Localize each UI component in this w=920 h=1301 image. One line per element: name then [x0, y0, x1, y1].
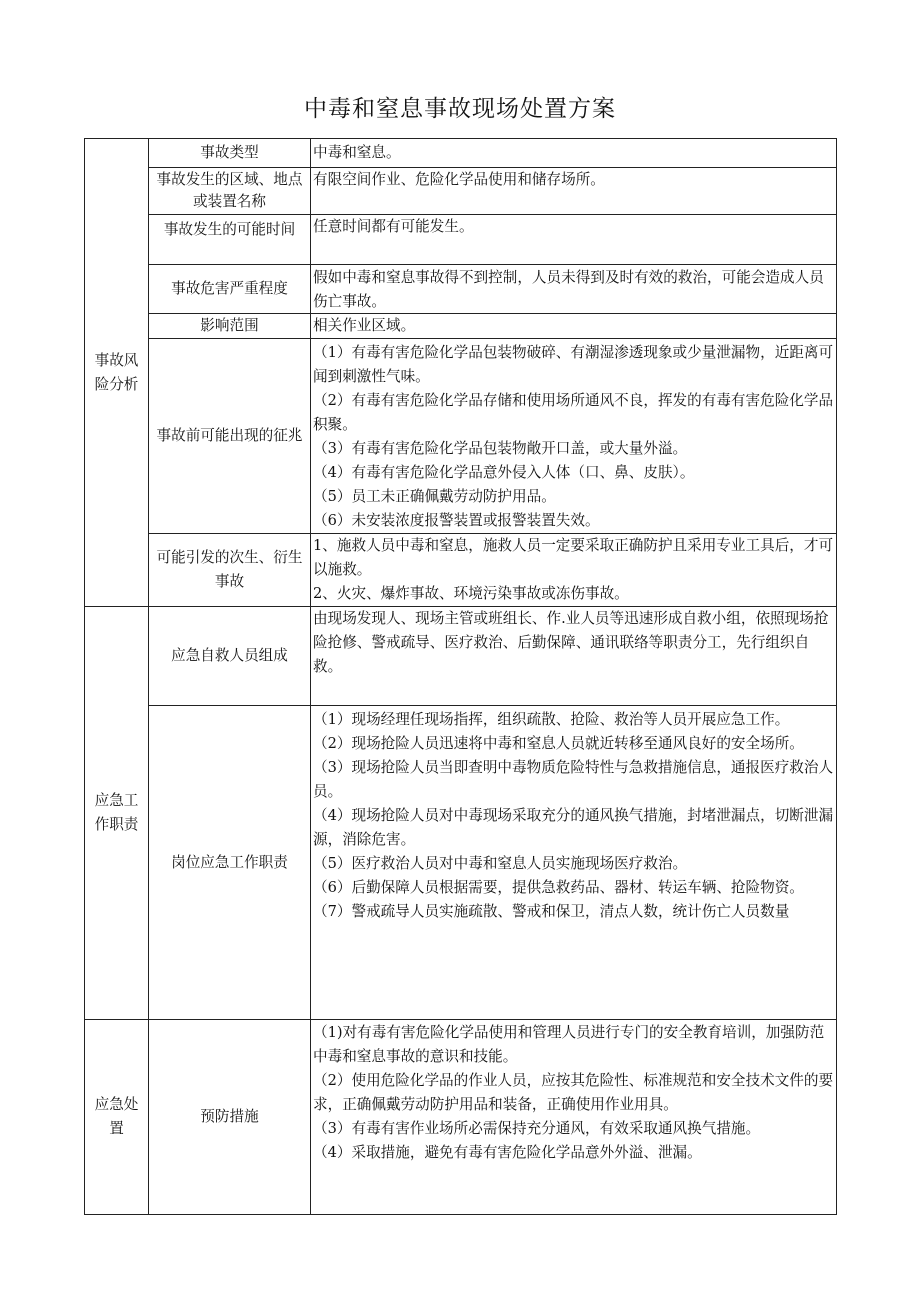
page-title: 中毒和窒息事故现场处置方案: [304, 96, 616, 122]
section-label-emergency-duty: 应急工作职责: [94, 792, 139, 833]
row-label-self-rescue-team: 应急自救人员组成: [171, 647, 288, 664]
list-item: （2）现场抢险人员迅速将中毒和窒息人员就近转移至通风良好的安全场所。: [313, 735, 804, 752]
row-label-accident-time: 事故发生的可能时间: [163, 221, 296, 238]
list-item: 1、施救人员中毒和窒息，施救人员一定要采取正确防护且采用专业工具后，才可以施救。: [313, 537, 834, 578]
list-item: （3）现场抢险人员当即查明中毒物质危险特性与急救措施信息，通报医疗救治人员。: [313, 759, 834, 800]
row-label-accident-location: 事故发生的区域、地点或装置名称: [156, 171, 303, 210]
row-label-warning-signs: 事故前可能出现的征兆: [156, 427, 303, 444]
list-item: （2）使用危险化学品的作业人员，应按其危险性、标准规范和安全技术文件的要求，正确佩戴劳动防护用品和装备，正确使用作业用具。: [313, 1072, 834, 1113]
row-content-impact-scope: 相关作业区域。: [313, 317, 416, 334]
row-content-prevention: [313, 1021, 837, 1214]
list-item: （4）现场抢险人员对中毒现场采取充分的通风换气措施，封堵泄漏点，切断泄漏源，消除危害。: [313, 807, 834, 848]
row-content-accident-time: 任意时间都有可能发生。: [313, 218, 474, 235]
section-label-risk-analysis: 事故风险分析: [94, 351, 139, 393]
list-item: 2、火灾、爆炸事故、环境污染事故或冻伤事故。: [313, 585, 629, 602]
list-item: （4）有毒有害危险化学品意外侵入人体（口、鼻、皮肤）。: [313, 464, 695, 481]
list-item: （3）有毒有害危险化学品包装物敞开口盖，或大量外溢。: [313, 440, 688, 457]
row-content-warning-signs: [313, 341, 837, 533]
row-label-accident-type: 事故类型: [200, 144, 259, 161]
row-content-accident-type: 中毒和窒息。: [313, 144, 401, 161]
list-item: （3）有毒有害作业场所必需保持充分通风，有效采取通风换气措施。: [313, 1120, 761, 1137]
row-content-secondary-accidents: [313, 534, 837, 606]
list-item: （5）医疗救治人员对中毒和窒息人员实施现场医疗救治。: [313, 855, 688, 872]
list-item: （1）现场经理任现场指挥，组织疏散、抢险、救治等人员开展应急工作。: [313, 711, 790, 728]
row-label-impact-scope: 影响范围: [200, 317, 259, 334]
row-label-secondary-accidents: 可能引发的次生、衍生事故: [156, 549, 303, 590]
list-item: （4）采取措施，避免有毒有害危险化学品意外外溢、泄漏。: [313, 1144, 702, 1161]
row-label-severity: 事故危害严重程度: [171, 280, 288, 297]
row-content-severity: 假如中毒和窒息事故得不到控制，人员未得到及时有效的救治，可能会造成人员伤亡事故。: [313, 269, 824, 310]
row-content-post-duties: [313, 708, 837, 1018]
row-label-post-duties: 岗位应急工作职责: [171, 853, 288, 871]
list-item: （1）有毒有害危险化学品包装物破碎、有潮湿渗透现象或少量泄漏物，近距离可闻到刺激性气味。: [313, 344, 834, 385]
list-item: （1)对有毒有害危险化学品使用和管理人员进行专门的安全教育培训，加强防范中毒和窒息事故的意识和技能。: [313, 1024, 825, 1065]
section-label-emergency-disposal: 应急处置: [94, 1096, 139, 1137]
list-item: （7）警戒疏导人员实施疏散、警戒和保卫，清点人数，统计伤亡人员数量: [313, 903, 790, 920]
list-item: （2）有毒有害危险化学品存储和使用场所通风不良，挥发的有毒有害危险化学品积聚。: [313, 392, 834, 433]
row-label-prevention: 预防措施: [200, 1108, 259, 1125]
list-item: （5）员工未正确佩戴劳动防护用品。: [313, 488, 556, 505]
list-item: （6）后勤保障人员根据需要，提供急救药品、器材、转运车辆、抢险物资。: [313, 879, 804, 896]
list-item: （6）未安装浓度报警装置或报警装置失效。: [313, 512, 600, 529]
row-content-accident-location: 有限空间作业、危险化学品使用和储存场所。: [313, 171, 605, 188]
row-content-self-rescue-team: 由现场发现人、现场主管或班组长、作.业人员等迅速形成自救小组，依照现场抢险抢修、警戒疏导、医疗救治、后勤保障、通讯联络等职责分工，先行组织自救。: [313, 610, 829, 675]
